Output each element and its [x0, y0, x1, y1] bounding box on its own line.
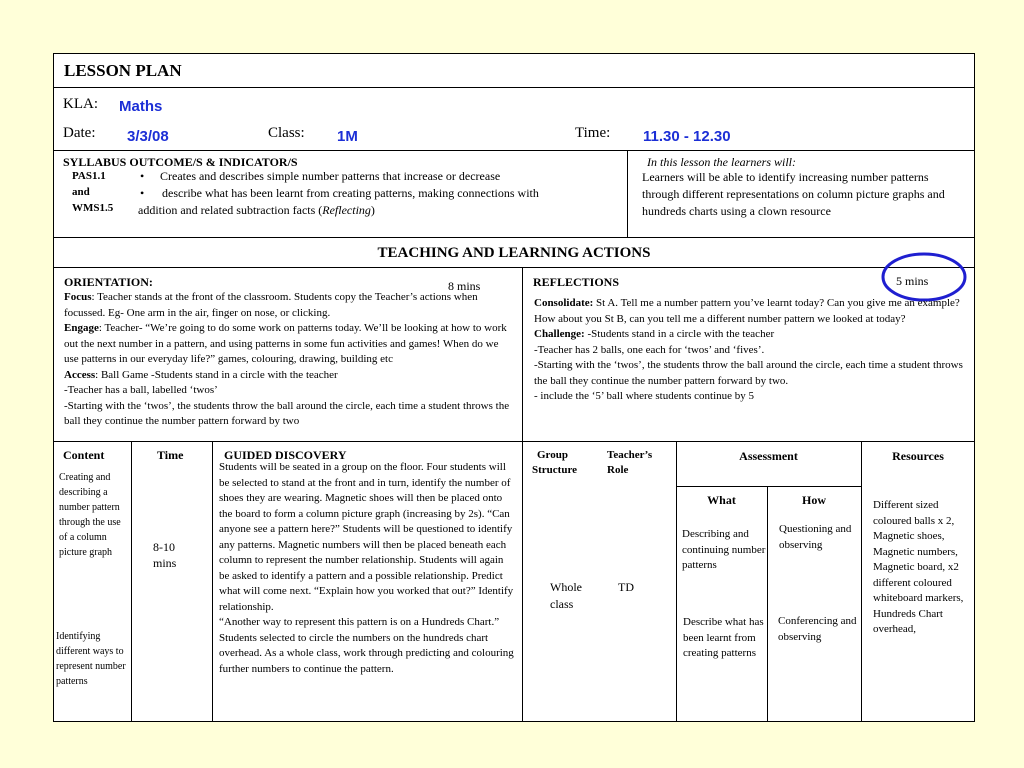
assessment-heading: Assessment [739, 449, 798, 463]
assessment-how: Questioning and observing [779, 523, 852, 551]
guided-text: Students will be seated in a group on the floor. Four students will be selected to stand at the front and in turn, identify the number of shoes they are wearing. Magnetic shoes will then be placed onto the board to form a column picture graph (increasing by 2s). “Can anyone see a pattern here?” Students will be questioned to identify any patterns. Magnetic numbers will then be placed beneath each column to represent the number relationship. Students will again be asked to identify a pattern and a possible relationship. Predict what will come next. “Explain how you worked that out?” Identify relationship. [219, 461, 514, 613]
focus-text: : Teacher stands at the front of the classroom. Students copy the Teacher’s actions when focussed. Eg- One arm in the air, finger on nose, or clicking. [64, 291, 478, 319]
outcome-bullet-continued [138, 203, 618, 219]
engage-text: : Teacher- “We’re going to do some work on patterns today. We’ll be looking at how to work out the next number in a pattern, and using patterns in some fun activities and games! When do we use patterns in our everyday life?” games, colouring, drawing, building etc [64, 322, 507, 365]
divider [676, 486, 861, 487]
divider [53, 267, 975, 268]
divider [53, 441, 975, 442]
divider [212, 441, 213, 722]
time-value-cell: 8-10 mins [153, 540, 177, 570]
outcome-text: addition and related subtraction facts ( [138, 203, 323, 217]
teacher-role-heading: Teacher’s [607, 449, 653, 461]
group-heading: Structure [532, 464, 578, 476]
orientation-body [64, 290, 514, 440]
access-label: Access [64, 368, 96, 381]
divider [861, 441, 862, 722]
bullet-marker: • [140, 186, 145, 200]
outcome-code: PAS1.1 [72, 170, 106, 182]
access-line: -Teacher has a ball, labelled ‘twos’ [64, 384, 218, 396]
assessment-how: Conferencing and observing [778, 615, 857, 643]
orientation-heading: ORIENTATION: [64, 275, 153, 289]
class-label: Class: [268, 125, 305, 141]
challenge-line: -Teacher has 2 balls, one each for ‘twos’ and ‘fives’. [534, 343, 765, 356]
divider [767, 486, 768, 722]
outcome-italic: Reflecting [322, 203, 371, 217]
syllabus-heading: SYLLABUS OUTCOME/S & INDICATOR/S [63, 155, 298, 169]
reflections-duration: 5 mins [896, 274, 929, 288]
resources-heading: Resources [892, 449, 944, 463]
page-title: LESSON PLAN [64, 61, 182, 80]
content-heading: Content [63, 448, 105, 462]
outcome-bullet: Creates and describes simple number patterns that increase or decrease [160, 169, 501, 183]
teacher-role-value: TD [618, 580, 634, 594]
guided-text: “Another way to represent this pattern is on a Hundreds Chart.” Students selected to circle the numbers on the hundreds chart overhead. As a whole class, work through predicting and colouring further numbers to continue the pattern. [219, 616, 514, 675]
class-value: 1M [337, 128, 358, 145]
consolidate-text: St A. Tell me a number pattern you’ve learnt today? Can you give me an example? How about you St B, can you tell me a different number pattern we looked at today? [534, 297, 960, 325]
focus-label: Focus [64, 291, 92, 303]
date-label: Date: [63, 125, 96, 141]
assessment-what: Describe what has been learnt from creating patterns [683, 616, 764, 659]
teacher-role-heading: Role [607, 464, 629, 476]
learners-text: Learners will be able to identify increasing number patterns through different representations on column picture graphs and hundreds charts using a clown resource [642, 170, 945, 218]
challenge-label: Challenge: [534, 328, 585, 340]
orientation-duration: 8 mins [448, 279, 481, 293]
group-value: Whole class [550, 580, 582, 611]
divider [522, 267, 523, 722]
consolidate-label: Consolidate: [534, 297, 594, 309]
divider [53, 87, 975, 88]
divider [627, 150, 628, 237]
guided-body [219, 460, 515, 722]
time-value: 11.30 - 12.30 [643, 128, 731, 145]
access-line: -Starting with the ‘twos’, the students throw the ball around the circle, each time a student throws the ball they continue the number pattern forward by two [64, 399, 510, 427]
learners-heading: In this lesson the learners will: [647, 155, 796, 169]
bullet-marker: • [140, 169, 145, 183]
outcome-bullet: describe what has been learnt from creating patterns, making connections with [162, 186, 539, 200]
divider [53, 237, 975, 238]
reflections-heading: REFLECTIONS [533, 275, 620, 289]
kla-value: Maths [119, 98, 163, 115]
outcome-code: WMS1.5 [72, 202, 114, 214]
guided-heading: GUIDED DISCOVERY [224, 448, 347, 462]
group-heading: Group [537, 449, 568, 461]
challenge-line: -Starting with the ‘twos’, the students throw the ball around the circle, each time a student throws the ball they continue the number pattern forward by two. [534, 359, 963, 387]
what-heading: What [707, 493, 736, 507]
resources-text: Different sized coloured balls x 2, Magnetic shoes, Magnetic numbers, Magnetic board, x2 different coloured whiteboard markers, Hundreds Chart overhead, [873, 499, 964, 635]
section-heading: TEACHING AND LEARNING ACTIONS [377, 245, 651, 261]
challenge-line: - include the ‘5’ ball where students continue by 5 [534, 390, 755, 402]
divider [53, 150, 975, 151]
outcome-code: and [72, 186, 90, 198]
how-heading: How [802, 493, 826, 507]
content-item: Creating and describing a number pattern through the use of a column picture graph [59, 472, 121, 558]
reflections-body [534, 296, 966, 405]
assessment-what: Describing and continuing number patterns [682, 528, 766, 571]
outcome-text: ) [370, 203, 375, 217]
access-text: : Ball Game -Students stand in a circle with the teacher [95, 368, 338, 381]
content-item: Identifying different ways to represent number patterns [56, 631, 126, 687]
divider [676, 441, 677, 722]
challenge-text: -Students stand in a circle with the teacher [584, 328, 775, 340]
time-label: Time: [575, 125, 611, 141]
date-value: 3/3/08 [127, 128, 169, 145]
kla-label: KLA: [63, 96, 98, 112]
time-heading: Time [157, 448, 184, 462]
engage-label: Engage [64, 322, 99, 334]
